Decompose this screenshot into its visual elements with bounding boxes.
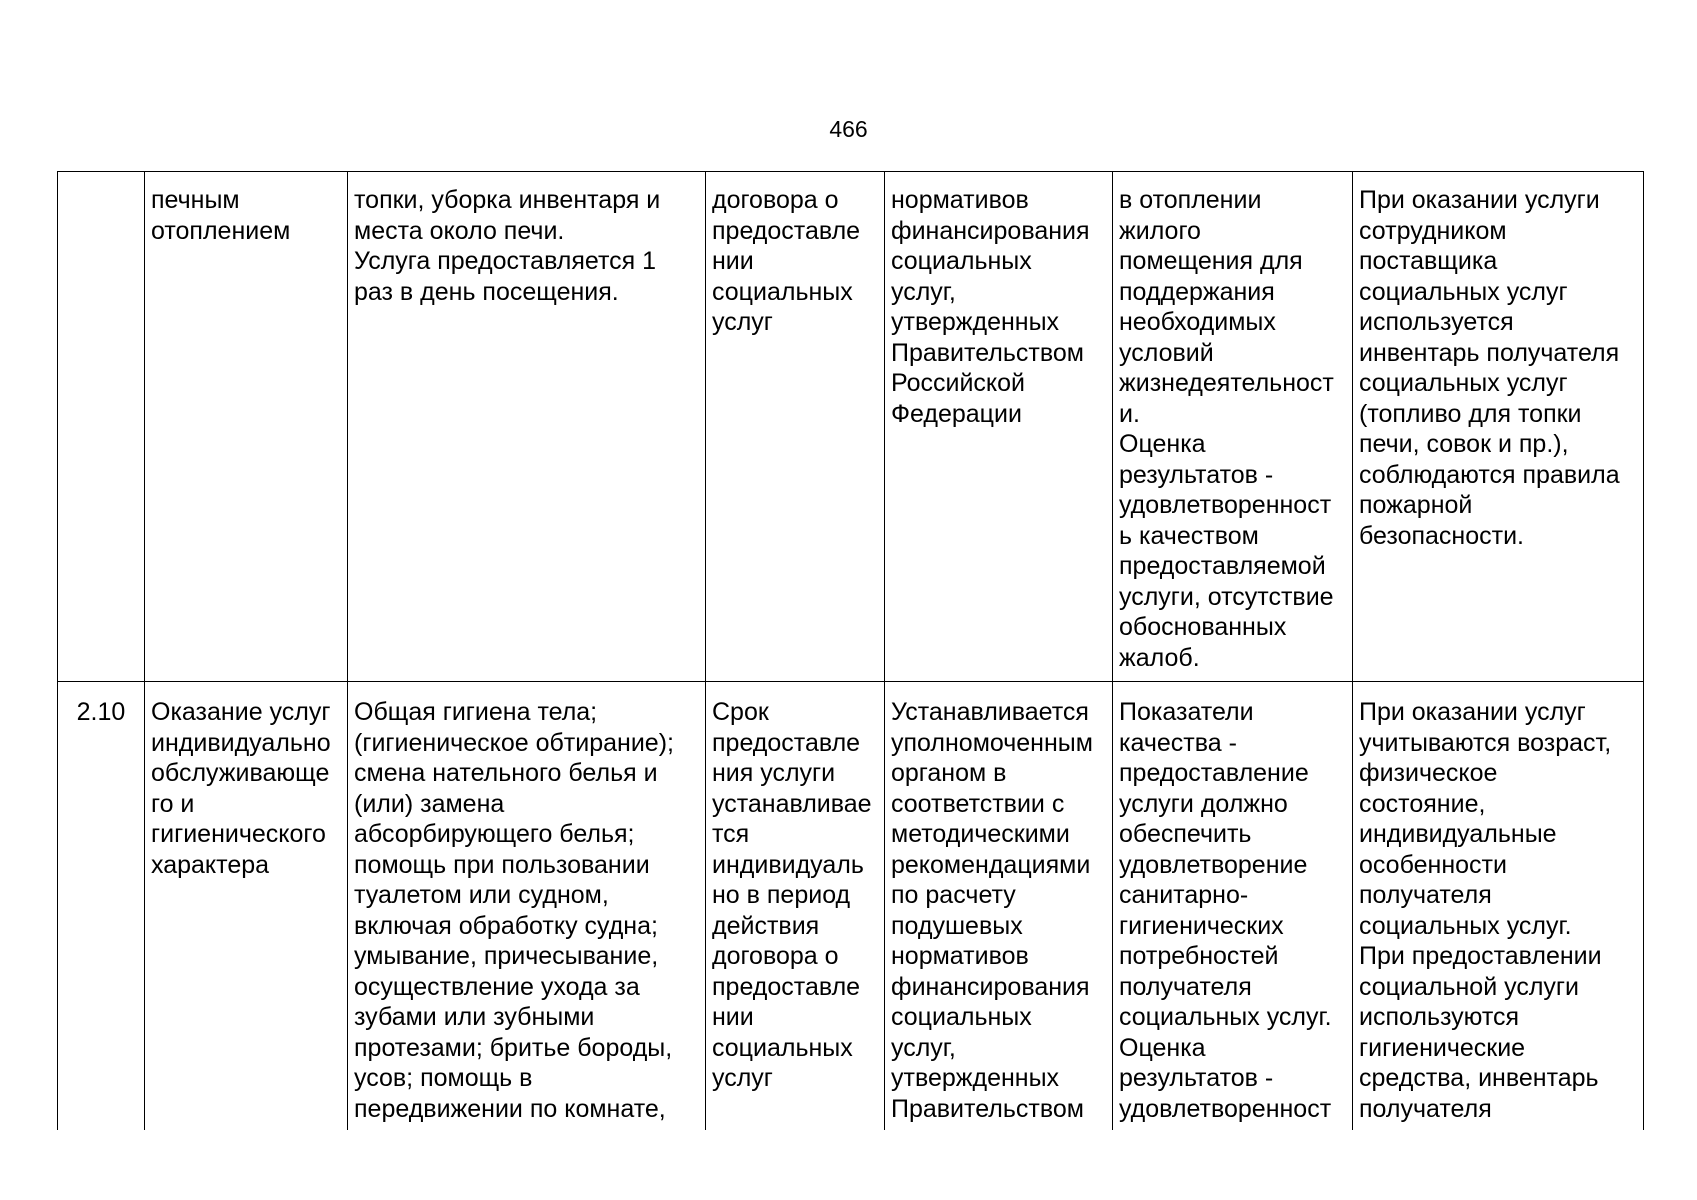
cell-service-conditions <box>1353 682 1644 1130</box>
cell-text-line: предоставле <box>712 216 861 245</box>
cell-text-line: обеспечить <box>1119 820 1252 848</box>
cell-text-line: используется <box>1359 308 1514 336</box>
cell-text-line: помещения для <box>1119 247 1303 275</box>
cell-text-line: осуществление ухода за <box>354 972 640 1001</box>
cell-text-line: удовлетворенност <box>1119 491 1332 519</box>
cell-number: 2.10 <box>58 682 145 1130</box>
cell-quality-indicators <box>1113 682 1353 1130</box>
cell-quality-indicators <box>1113 172 1353 682</box>
cell-text-line: помощь при пользовании <box>354 850 650 879</box>
cell-text-line: Федерации <box>891 399 1022 428</box>
cell-service-name <box>145 172 348 682</box>
cell-text-line: услуги должно <box>1119 789 1288 818</box>
cell-service-conditions <box>1353 172 1644 682</box>
cell-text-line: утвержденных <box>891 1064 1060 1092</box>
cell-text-line: туалетом или судном, <box>354 881 609 909</box>
cell-text-line: передвижении по комнате, <box>354 1094 666 1123</box>
cell-text-line: топки, уборка инвентаря и <box>354 186 661 214</box>
cell-text-line: предоставляемой <box>1119 552 1326 580</box>
cell-text-line: обоснованных <box>1119 613 1287 641</box>
cell-text-line: усов; помощь в <box>354 1064 533 1092</box>
cell-text-line: места около печи. <box>354 216 565 245</box>
cell-text-line: действия <box>712 911 820 940</box>
cell-text-line: умывание, причесывание, <box>354 942 659 970</box>
cell-text-line: социальных <box>712 1033 853 1062</box>
cell-text-line: удовлетворение <box>1119 850 1308 879</box>
cell-text-line: методическими <box>891 820 1070 848</box>
cell-text-line: предоставле <box>712 972 861 1001</box>
cell-text-line: социальных услуг <box>1359 369 1568 397</box>
cell-text-line: Оценка <box>1119 430 1206 458</box>
cell-text-line: обслуживающе <box>151 759 330 787</box>
cell-text-line: Правительством <box>891 1094 1084 1123</box>
cell-text-line: раз в день посещения. <box>354 277 619 306</box>
cell-text-line: го и <box>151 789 195 818</box>
cell-text-line: социальных услуг <box>1359 277 1568 306</box>
cell-text-line: отоплением <box>151 216 291 245</box>
cell-text-line: услуги, отсутствие <box>1119 582 1334 611</box>
cell-text-line: рекомендациями <box>891 850 1091 879</box>
cell-text-line: гигиенических <box>1119 911 1284 940</box>
cell-text-line: включая обработку судна; <box>354 911 658 940</box>
cell-text-line: финансирования <box>891 216 1090 245</box>
cell-text-line: органом в <box>891 759 1007 787</box>
cell-text-line: получателя <box>1359 881 1492 909</box>
cell-text-line: учитываются возраст, <box>1359 728 1612 757</box>
cell-text-line: При оказании услуг <box>1359 698 1586 726</box>
cell-text-line: услуг <box>712 308 773 336</box>
cell-text-line: получателя <box>1119 972 1252 1001</box>
cell-text-line: предоставление <box>1119 759 1309 787</box>
cell-text-line: жилого <box>1119 216 1201 245</box>
cell-text-line: нормативов <box>891 186 1029 214</box>
cell-text-line: Услуга предоставляется 1 <box>354 247 657 275</box>
cell-text-line: качества - <box>1119 728 1237 757</box>
cell-text-line: ь качеством <box>1119 521 1259 550</box>
cell-text-line: гигиенические <box>1359 1033 1526 1062</box>
cell-text-line: Оценка <box>1119 1033 1206 1062</box>
cell-text-line: жалоб. <box>1119 643 1200 672</box>
cell-text-line: физическое <box>1359 759 1498 787</box>
cell-text-line: Правительством <box>891 338 1084 367</box>
cell-text-line: пожарной <box>1359 491 1473 519</box>
cell-service-content <box>348 172 706 682</box>
cell-text-line: необходимых <box>1119 308 1276 336</box>
cell-text-line: безопасности. <box>1359 521 1524 550</box>
cell-text-line: уполномоченным <box>891 728 1093 757</box>
cell-text-line: печным <box>151 186 240 214</box>
cell-text-line: используются <box>1359 1003 1520 1031</box>
cell-text-line: инвентарь получателя <box>1359 338 1620 367</box>
cell-text-line: индивидуаль <box>712 850 864 879</box>
cell-text-line: социальных услуг. <box>1119 1003 1332 1031</box>
cell-text-line: Оказание услуг <box>151 698 331 726</box>
cell-text-line: получателя <box>1359 1094 1492 1123</box>
cell-service-term <box>706 172 885 682</box>
cell-text-line: договора о <box>712 186 839 214</box>
table-row <box>58 682 1644 1130</box>
cell-text-line: печи, совок и пр.), <box>1359 430 1569 458</box>
cell-text-line: сотрудником <box>1359 216 1507 245</box>
cell-text-line: состояние, <box>1359 789 1486 818</box>
cell-text-line: соблюдаются правила <box>1359 460 1620 489</box>
cell-service-name <box>145 682 348 1130</box>
cell-text-line: нормативов <box>891 942 1029 970</box>
cell-text-line: индивидуальные <box>1359 820 1557 848</box>
cell-text-line: абсорбирующего белья; <box>354 820 635 848</box>
table-row <box>58 172 1644 682</box>
cell-text-line: индивидуально <box>151 728 331 757</box>
cell-text-line: условий <box>1119 338 1214 367</box>
cell-text-line: устанавливае <box>712 789 872 818</box>
cell-text-line: финансирования <box>891 972 1090 1001</box>
cell-text-line: характера <box>151 850 270 879</box>
cell-text-line: (гигиеническое обтирание); <box>354 728 674 757</box>
cell-text-line: потребностей <box>1119 942 1279 970</box>
cell-text-line: в отоплении <box>1119 186 1262 214</box>
cell-text-line: жизнедеятельност <box>1119 369 1334 397</box>
cell-text-line: соответствии с <box>891 789 1065 818</box>
cell-text-line: особенности <box>1359 850 1507 879</box>
cell-text-line: санитарно- <box>1119 881 1249 909</box>
cell-text-line: гигиенического <box>151 820 326 848</box>
page-number: 466 <box>829 116 868 142</box>
cell-text-line: (или) замена <box>354 789 505 818</box>
cell-service-cost <box>885 682 1113 1130</box>
cell-text-line: социальных <box>891 1003 1032 1031</box>
services-table <box>57 171 1644 1130</box>
cell-text-line: Срок <box>712 698 769 726</box>
cell-text-line: услуг <box>712 1064 773 1092</box>
cell-text-line: Показатели <box>1119 698 1254 726</box>
cell-text-line: При предоставлении <box>1359 942 1602 970</box>
cell-text-line: Устанавливается <box>891 698 1089 726</box>
cell-text-line: подушевых <box>891 911 1023 940</box>
cell-text-line: социальных <box>891 247 1032 275</box>
cell-text-line: услуг, <box>891 1033 956 1062</box>
cell-text-line: социальной услуги <box>1359 972 1579 1001</box>
cell-service-content <box>348 682 706 1130</box>
cell-text-line: предоставле <box>712 728 861 757</box>
cell-text-line: социальных услуг. <box>1359 911 1572 940</box>
cell-text-line: утвержденных <box>891 308 1060 336</box>
cell-text-line: протезами; бритье бороды, <box>354 1033 673 1062</box>
cell-text-line: тся <box>712 820 750 848</box>
cell-text-line: ния услуги <box>712 759 836 787</box>
cell-text-line: услуг, <box>891 277 956 306</box>
cell-service-cost <box>885 172 1113 682</box>
cell-text-line: удовлетворенност <box>1119 1094 1332 1123</box>
cell-service-term <box>706 682 885 1130</box>
cell-text-line: нии <box>712 247 754 275</box>
cell-text-line: смена нательного белья и <box>354 759 658 787</box>
cell-text-line: поставщика <box>1359 247 1498 275</box>
cell-text-line: Российской <box>891 369 1025 397</box>
cell-text-line: нии <box>712 1003 754 1031</box>
cell-text-line: договора о <box>712 942 839 970</box>
cell-text-line: средства, инвентарь <box>1359 1064 1599 1092</box>
cell-text-line: результатов - <box>1119 460 1274 489</box>
cell-text-line: социальных <box>712 277 853 306</box>
cell-text-line: зубами или зубными <box>354 1003 595 1031</box>
cell-text-line: и. <box>1119 399 1140 428</box>
cell-text-line: результатов - <box>1119 1064 1274 1092</box>
cell-text-line: При оказании услуги <box>1359 186 1600 214</box>
cell-text-line: Общая гигиена тела; <box>354 698 598 726</box>
cell-text-line: по расчету <box>891 881 1016 909</box>
cell-text-line: но в период <box>712 881 851 909</box>
cell-text-line: (топливо для топки <box>1359 399 1582 428</box>
cell-text-line: поддержания <box>1119 277 1275 306</box>
cell-number <box>58 172 145 682</box>
